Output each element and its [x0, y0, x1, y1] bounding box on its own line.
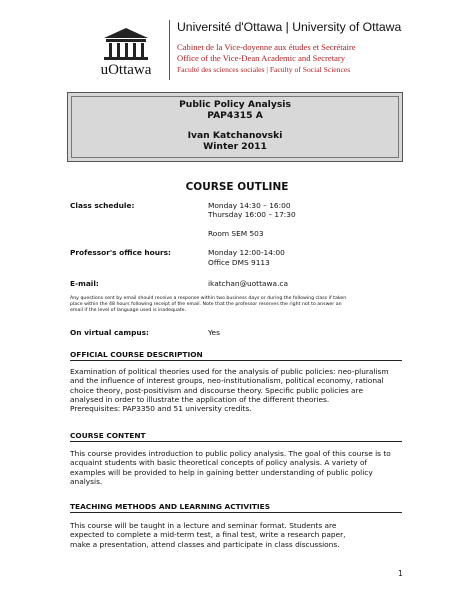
- paragraph-line: and the influence of interest groups, neo-institutionalism, political economy, rational: [70, 376, 384, 386]
- email-note-line: place within the 48 hours following receipt of the email. Note that the professor reserves the right not to answer an: [70, 302, 342, 308]
- virtual-campus-value: Yes: [208, 328, 220, 337]
- building-icon: [96, 26, 156, 62]
- section-body-description: [70, 367, 410, 413]
- class-room: Room SEM 503: [208, 229, 264, 238]
- paragraph-line: analysed in order to illustrate the application of the different theories.: [70, 394, 330, 404]
- term: Winter 2011: [203, 141, 267, 152]
- paragraph-line: This course will be taught in a lecture and seminar format. Students are: [70, 521, 337, 530]
- paragraph-line: expected to complete a mid-term test, a final test, write a research paper,: [70, 530, 346, 540]
- class-time-2: Thursday 16:00 – 17:30: [208, 210, 296, 219]
- paragraph-line: choice theory, post-positivism and discourse theory. Specific public policies are: [70, 385, 364, 395]
- office-line-2: Office of the Vice-Dean Academic and Secretary: [177, 53, 346, 63]
- course-title: Public Policy Analysis: [179, 99, 291, 110]
- office-hours-label: Professor's office hours:: [70, 248, 172, 257]
- section-heading-description: OFFICIAL COURSE DESCRIPTION: [70, 350, 402, 361]
- email-label: E-mail:: [70, 279, 99, 288]
- course-title-box: [67, 92, 403, 162]
- outline-heading: COURSE OUTLINE: [185, 181, 289, 193]
- class-schedule-label: Class schedule:: [70, 201, 135, 210]
- logo-text: uOttawa: [100, 62, 152, 78]
- section-heading-content: COURSE CONTENT: [70, 431, 402, 442]
- email-address[interactable]: ikatchan@uottawa.ca: [208, 279, 289, 288]
- office-line-3: Faculté des sciences sociales | Faculty of Social Sciences: [177, 65, 351, 74]
- section-body-content: [70, 449, 410, 486]
- email-note: [70, 296, 410, 314]
- paragraph-line: make a presentation, attend classes and participate in class discussions.: [70, 539, 340, 549]
- paragraph-line: analysis.: [70, 476, 103, 486]
- email-note-line: email if the level of language used is inadequate.: [70, 308, 187, 314]
- university-name: Université d'Ottawa | University of Ottawa: [177, 20, 402, 34]
- instructor-name: Ivan Katchanovski: [187, 130, 283, 141]
- page-number: 1: [398, 569, 403, 578]
- header-divider: [169, 20, 170, 80]
- paragraph-line: This course provides introduction to public policy analysis. The goal of this course is to: [70, 449, 391, 458]
- office-line-1: Cabinet de la Vice-doyenne aux études et Secrétaire: [177, 42, 356, 52]
- paragraph-line: examples will be provided to help in gaining better understanding of public policy: [70, 467, 373, 477]
- paragraph-line: Examination of political theories used for the analysis of public policies: neo-pluralism: [70, 367, 389, 376]
- virtual-campus-label: On virtual campus:: [70, 328, 149, 337]
- office-location: Office DMS 9113: [208, 258, 270, 267]
- paragraph-line: acquaint students with basic theoretical concepts of policy analysis. A variety of: [70, 458, 368, 468]
- section-heading-teaching: TEACHING METHODS AND LEARNING ACTIVITIES: [70, 502, 402, 513]
- office-hours-time: Monday 12:00-14:00: [208, 248, 285, 257]
- course-code: PAP4315 A: [207, 110, 263, 121]
- email-note-line: Any questions sent by email should receive a response within two business days or during the following class if taken: [70, 296, 347, 301]
- university-logo: [96, 26, 156, 66]
- paragraph-line: Prerequisites: PAP3350 and 51 university credits.: [70, 404, 252, 414]
- class-time-1: Monday 14:30 – 16:00: [208, 201, 291, 210]
- section-body-teaching: [70, 521, 410, 549]
